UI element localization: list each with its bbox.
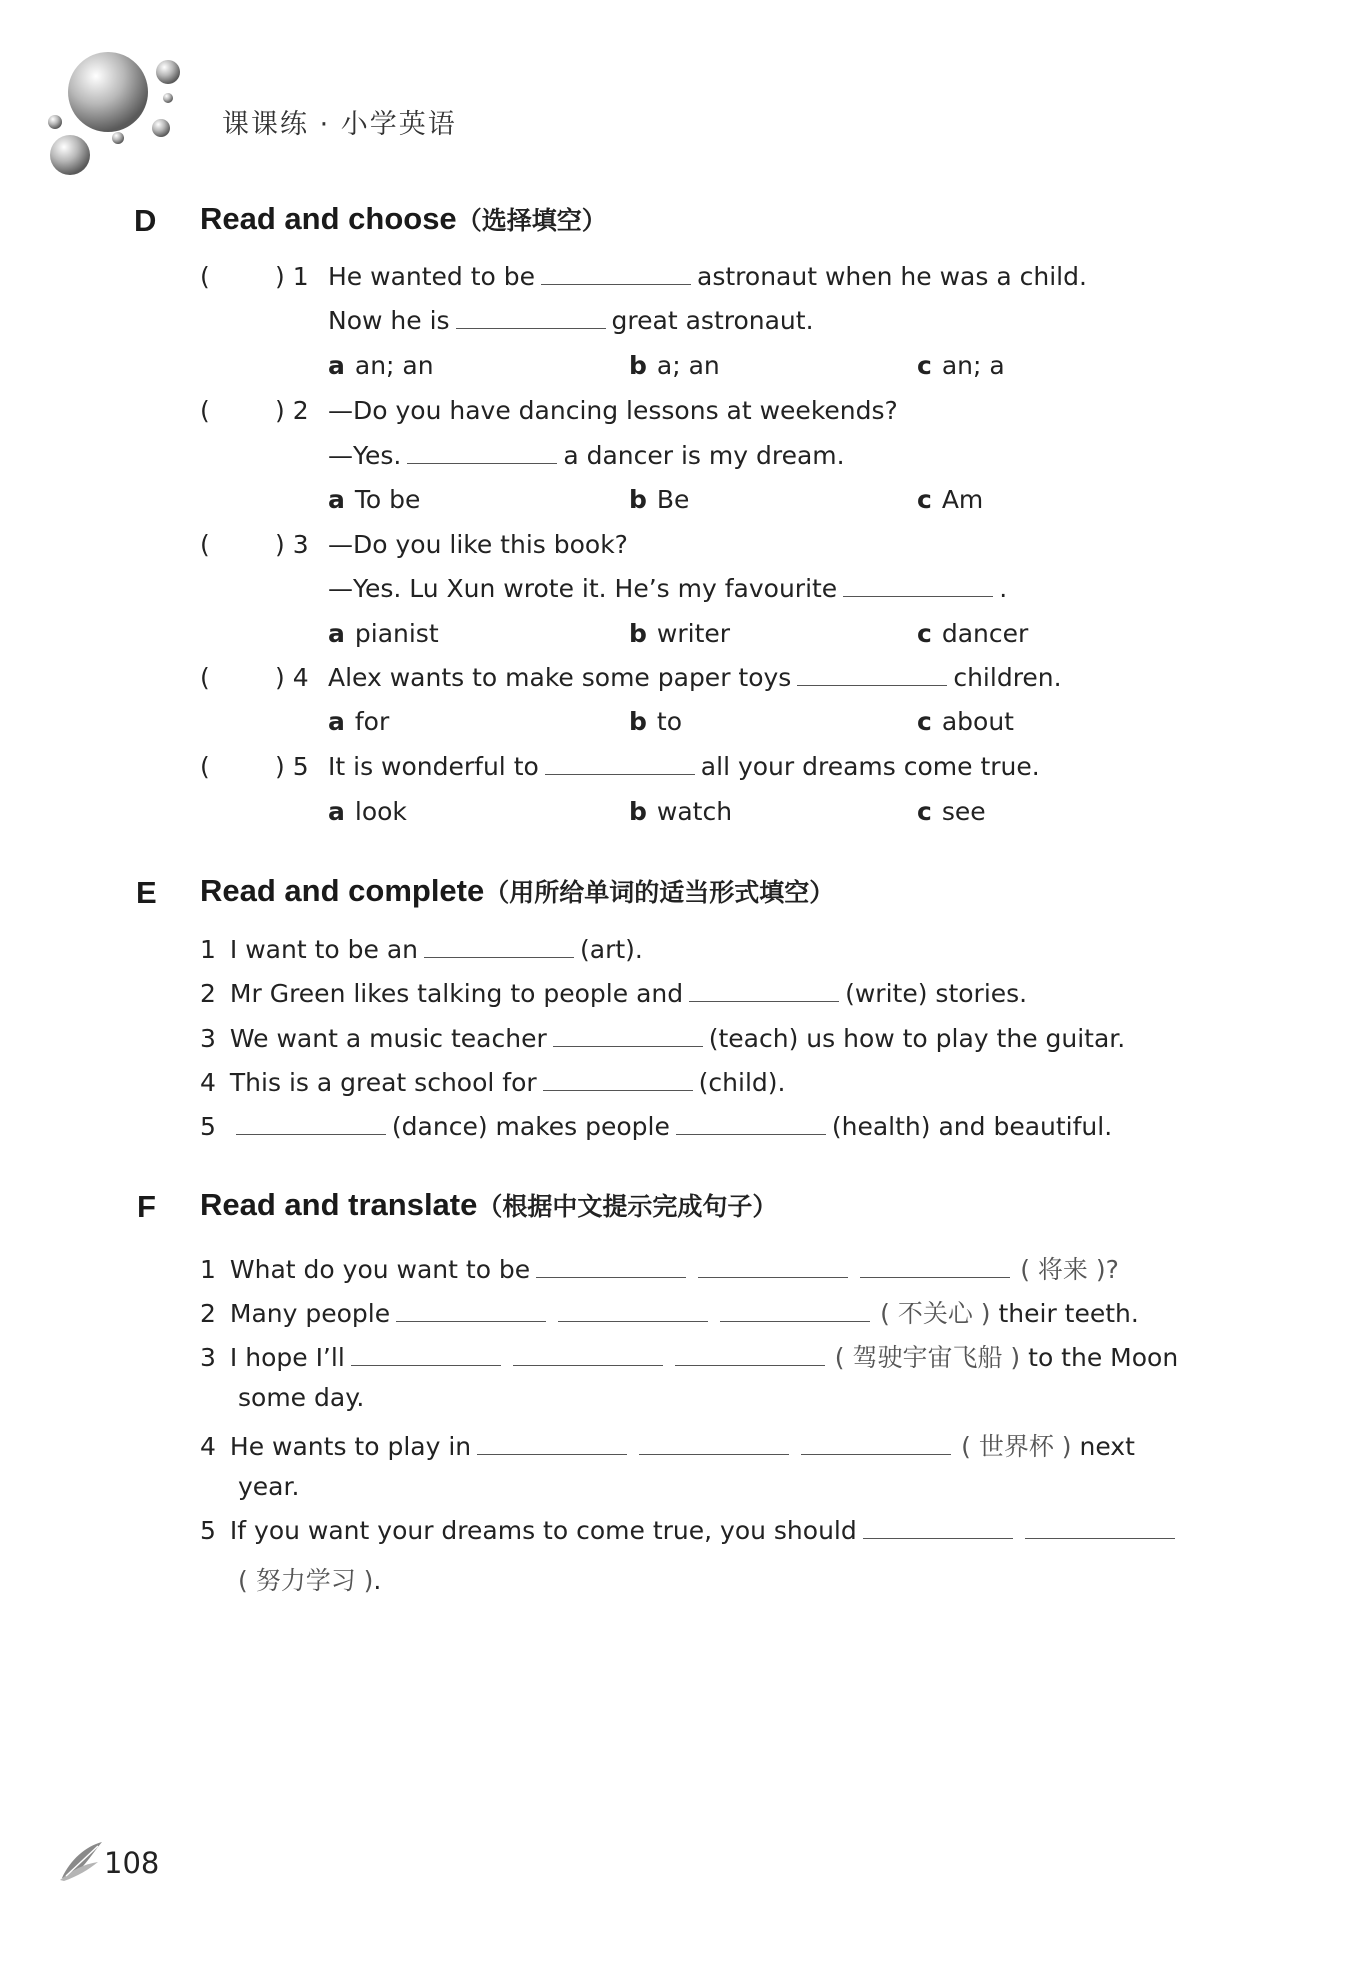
q2-number: ) 2: [275, 396, 309, 425]
f-item-2: 2 Many people ( 不关心 ) their teeth.: [200, 1299, 1139, 1328]
f-item-3: 3 I hope I’ll ( 驾驶宇宙飞船 ) to the Moon: [200, 1343, 1179, 1372]
q2-option-b: b Be: [629, 485, 690, 514]
e-item-4: 4 This is a great school for (child).: [200, 1068, 786, 1097]
q4-paren-open: (: [200, 663, 210, 692]
answer-blank[interactable]: [351, 1364, 501, 1366]
q2-option-a: a To be: [328, 485, 421, 514]
f-item-3-cont: some day.: [238, 1383, 365, 1412]
section-d-letter: D: [134, 203, 157, 238]
e-item-2: 2 Mr Green likes talking to people and (write) stories.: [200, 979, 1028, 1008]
answer-blank[interactable]: [863, 1537, 1013, 1539]
answer-blank[interactable]: [553, 1045, 703, 1047]
section-f-heading: [200, 1187, 777, 1223]
answer-blank[interactable]: [513, 1364, 663, 1366]
decorative-bubbles-icon: [40, 50, 190, 180]
answer-blank[interactable]: [797, 684, 947, 686]
answer-blank[interactable]: [1025, 1537, 1175, 1539]
section-f-title: Read and translate: [200, 1187, 478, 1222]
q3-line2: —Yes. Lu Xun wrote it. He’s my favourite .: [328, 574, 1008, 603]
answer-blank[interactable]: [676, 1133, 826, 1135]
f-item-5: 5 If you want your dreams to come true, you should: [200, 1516, 1181, 1545]
q5-line1: It is wonderful to all your dreams come true.: [328, 752, 1040, 781]
answer-blank[interactable]: [407, 462, 557, 464]
q1-option-c: c an; a: [917, 351, 1005, 380]
answer-blank[interactable]: [456, 327, 606, 329]
book-title: 课课练 · 小学英语: [222, 109, 457, 140]
f-item-4-cont: year.: [238, 1472, 300, 1501]
q5-option-c: c see: [917, 797, 986, 826]
answer-blank[interactable]: [477, 1453, 627, 1455]
answer-blank[interactable]: [541, 283, 691, 285]
q5-number: ) 5: [275, 752, 309, 781]
answer-blank[interactable]: [675, 1364, 825, 1366]
section-d-heading: [200, 201, 607, 237]
answer-blank[interactable]: [543, 1089, 693, 1091]
section-e-letter: E: [136, 875, 157, 910]
f-item-1: 1 What do you want to be ( 将来 )?: [200, 1255, 1119, 1284]
section-d-instruction: （选择填空）: [456, 206, 607, 235]
answer-blank[interactable]: [860, 1276, 1010, 1278]
q1-line2: Now he is great astronaut.: [328, 306, 814, 335]
answer-blank[interactable]: [536, 1276, 686, 1278]
q3-paren-open: (: [200, 530, 210, 559]
q3-option-a: a pianist: [328, 619, 439, 648]
f-item-5-cont: ( 努力学习 ).: [238, 1566, 382, 1595]
answer-blank[interactable]: [396, 1320, 546, 1322]
answer-blank[interactable]: [698, 1276, 848, 1278]
q4-option-b: b to: [629, 707, 683, 736]
leaf-icon: [58, 1840, 106, 1882]
q4-number: ) 4: [275, 663, 309, 692]
f-item-4: 4 He wants to play in ( 世界杯 ) next: [200, 1432, 1135, 1461]
answer-blank[interactable]: [843, 595, 993, 597]
answer-blank[interactable]: [424, 956, 574, 958]
e-item-3: 3 We want a music teacher (teach) us how to play the guitar.: [200, 1024, 1126, 1053]
section-e-instruction: （用所给单词的适当形式填空）: [484, 878, 835, 907]
e-item-1: 1 I want to be an (art).: [200, 935, 643, 964]
q5-option-a: a look: [328, 797, 407, 826]
q5-paren-open: (: [200, 752, 210, 781]
q1-number: ) 1: [275, 262, 309, 291]
q4-line1: Alex wants to make some paper toys children.: [328, 663, 1062, 692]
answer-blank[interactable]: [236, 1133, 386, 1135]
q2-option-c: c Am: [917, 485, 984, 514]
e-item-5: 5 (dance) makes people (health) and beautiful.: [200, 1112, 1113, 1141]
q2-line2: —Yes. a dancer is my dream.: [328, 441, 845, 470]
answer-blank[interactable]: [720, 1320, 870, 1322]
q1-option-a: a an; an: [328, 351, 434, 380]
q3-number: ) 3: [275, 530, 309, 559]
page-number: 108: [104, 1846, 160, 1880]
answer-blank[interactable]: [689, 1000, 839, 1002]
q1-option-b: b a; an: [629, 351, 720, 380]
q4-option-c: c about: [917, 707, 1014, 736]
answer-blank[interactable]: [545, 773, 695, 775]
answer-blank[interactable]: [801, 1453, 951, 1455]
q4-option-a: a for: [328, 707, 390, 736]
section-e-title: Read and complete: [200, 873, 485, 908]
q3-option-b: b writer: [629, 619, 731, 648]
q2-line1: —Do you have dancing lessons at weekends?: [328, 396, 898, 425]
section-f-instruction: （根据中文提示完成句子）: [477, 1192, 778, 1221]
q3-option-c: c dancer: [917, 619, 1029, 648]
q2-paren-open: (: [200, 396, 210, 425]
answer-blank[interactable]: [639, 1453, 789, 1455]
answer-blank[interactable]: [558, 1320, 708, 1322]
section-e-heading: [200, 873, 834, 909]
section-d-title: Read and choose: [200, 201, 457, 236]
q1-line1: He wanted to be astronaut when he was a child.: [328, 262, 1087, 291]
q3-line1: —Do you like this book?: [328, 530, 628, 559]
section-f-letter: F: [137, 1189, 156, 1224]
q5-option-b: b watch: [629, 797, 733, 826]
q1-paren-open: (: [200, 262, 210, 291]
